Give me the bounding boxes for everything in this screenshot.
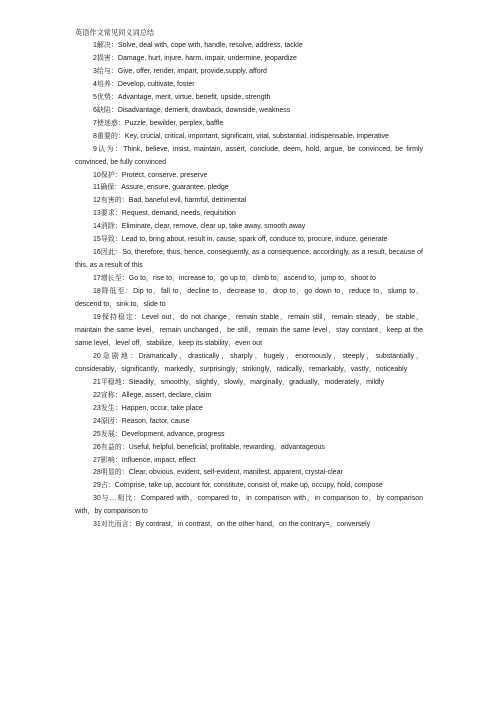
entry-number: 14	[93, 223, 101, 231]
synonym-entry	[75, 40, 423, 53]
entry-text: 要求：Request, demand, needs, requisition	[100, 210, 236, 218]
entry-number: 2	[93, 54, 97, 62]
synonym-entry	[75, 351, 423, 377]
entry-number: 12	[93, 197, 101, 205]
synonym-entry	[75, 131, 423, 144]
synonym-entry	[75, 182, 423, 195]
entry-text: 损害：Damage, hurt, injure, harm, impair, undermine, jeopardize	[96, 54, 297, 62]
synonym-entry	[75, 247, 423, 273]
entry-number: 26	[93, 443, 101, 451]
entry-text: 确保：Assure, ensure, guarantee, pledge	[100, 184, 229, 192]
entry-number: 27	[93, 456, 101, 464]
entry-text: 培养：Develop, cultivate, foster	[96, 80, 195, 88]
entry-text: 因此：So, therefore, thus, hence, consequently, as a consequence, accordingly, as a result, because of this, as a result of this	[75, 249, 423, 270]
entry-text: 发展：Development, advance, progress	[100, 430, 225, 438]
synonym-entry	[75, 234, 423, 247]
synonym-entry	[75, 53, 423, 66]
entry-number: 5	[93, 93, 97, 101]
entry-number: 28	[93, 469, 101, 477]
synonym-entry	[75, 286, 423, 312]
entry-number: 24	[93, 417, 101, 425]
synonym-entry	[75, 467, 423, 480]
entry-text: 影响：Influence, impact, effect	[100, 456, 196, 464]
synonym-entry	[75, 221, 423, 234]
entry-number: 30	[93, 495, 101, 503]
synonym-entry	[75, 66, 423, 79]
entry-text: 认为：Think, believe, insist, maintain, assert, conclude, deem, hold, argue, be convinced, be firmly convinced, be fully convinced	[75, 145, 423, 166]
entry-number: 11	[93, 184, 101, 192]
document-title: 英语作文常见同义词总结	[75, 28, 155, 37]
entry-text: 有益的：Useful, helpful, beneficial, profitable, rewarding，advantageous	[100, 443, 325, 451]
entry-text: 占：Comprise, take up, account for, constitute, consist of, make up, occupy, hold, compose	[100, 482, 383, 490]
entry-text: 降低至：Dip to，fall to，decline to，decrease to，drop to，go down to，reduce to，slump to，descend to，sink to，slide to	[75, 288, 423, 309]
entry-text: 急剧地：Dramatically，drastically，sharply，hugely，enormously，steeply，substantially，considerably，significantly，markedly，surprisingly，strikingly，radically，remarkably，vastly，noticeably	[75, 352, 423, 373]
entry-number: 18	[93, 288, 101, 296]
entry-text: 明显的：Clear, obvious, evident, self-evident, manifest, apparent, crystal-clear	[100, 469, 343, 477]
entry-text: 缺陷：Disadvantage, demerit, drawback, downside, weakness	[96, 106, 291, 114]
entry-text: 导致：Lead to, bring about, result in, cause, spark off, conduce to, procure, induce, generate	[100, 236, 388, 244]
entry-number: 10	[93, 171, 101, 179]
synonym-entry	[75, 403, 423, 416]
entry-text: 原因：Reason, factor, cause	[100, 417, 190, 425]
entry-number: 13	[93, 210, 101, 218]
entry-number: 23	[93, 404, 101, 412]
synonym-entry	[75, 79, 423, 92]
entry-text: 消除：Eliminate, clear, remove, clear up, take away, smooth away	[100, 223, 306, 231]
entry-text: 保护：Protect, conserve, preserve	[100, 171, 208, 179]
entry-text: 有害的：Bad, baneful evil, harmful, detrimental	[100, 197, 247, 205]
entry-number: 19	[93, 314, 101, 322]
synonym-entry	[75, 493, 423, 519]
synonym-entry	[75, 519, 423, 532]
synonym-entry	[75, 442, 423, 455]
synonym-entry	[75, 416, 423, 429]
entry-text: 宣称：Allege, assert, declare, claim	[100, 391, 212, 399]
entry-number: 6	[93, 106, 97, 114]
entry-text: 使迷惑：Puzzle, bewilder, perplex, baffle	[96, 119, 224, 127]
entry-number: 17	[93, 275, 101, 283]
entry-text: 发生：Happen, occur, take place	[100, 404, 203, 412]
entry-number: 3	[93, 67, 97, 75]
synonym-entry	[75, 377, 423, 390]
entry-number: 16	[93, 249, 101, 257]
synonym-entry	[75, 118, 423, 131]
entry-text: 与…相比：Compared with，compared to，in comparison with，in comparison to，by comparison with，by comparison to	[75, 495, 423, 516]
entry-number: 31	[93, 521, 101, 529]
synonym-entry	[75, 170, 423, 183]
entry-text: 优势：Advantage, merit, virtue, benefit, upside, strength	[96, 93, 271, 101]
entry-text: 解决：Solve, deal with, cope with, handle, resolve, address, tackle	[96, 42, 303, 49]
entry-number: 25	[93, 430, 101, 438]
synonym-entry	[75, 144, 423, 170]
synonym-entry	[75, 92, 423, 105]
entry-number: 7	[93, 119, 97, 127]
synonym-entry	[75, 195, 423, 208]
entry-number: 22	[93, 391, 101, 399]
entry-number: 1	[93, 42, 97, 49]
entry-number: 8	[93, 132, 97, 140]
entry-number: 29	[93, 482, 101, 490]
entry-text: 平稳地：Steadily，smoothly，slightly，slowly，marginally，gradually，moderately，mildly	[100, 378, 384, 386]
entry-text: 保持稳定：Level out，do not change，remain stable，remain still，remain steady，be stable，maintain the same level，remain unchanged，be still，remain the same level，stay constant，keep at the same level，level off，stabilize，keep its stability，even out	[75, 314, 423, 347]
synonym-list	[75, 40, 423, 532]
entry-number: 4	[93, 80, 97, 88]
entry-number: 9	[93, 145, 97, 153]
synonym-entry	[75, 429, 423, 442]
entry-text: 给与：Give, offer, render, impart, provide,supply, afford	[96, 67, 267, 75]
synonym-entry	[75, 312, 423, 351]
entry-text: 对比而言：By contrast，in contrast，on the other hand，on the contrary=，conversely	[100, 521, 371, 529]
entry-text: 重要的：Key, crucial, critical, important, significant, vital, substantial, indispensable, imperative	[96, 132, 389, 140]
entry-number: 21	[93, 378, 101, 386]
synonym-entry	[75, 455, 423, 468]
synonym-entry	[75, 208, 423, 221]
entry-number: 20	[93, 352, 101, 360]
synonym-entry	[75, 480, 423, 493]
synonym-entry	[75, 105, 423, 118]
entry-number: 15	[93, 236, 101, 244]
synonym-entry	[75, 273, 423, 286]
entry-text: 增长至：Go to，rise to，increase to，go up to，climb to，ascend to，jump to，shoot to	[100, 275, 376, 283]
synonym-entry	[75, 390, 423, 403]
